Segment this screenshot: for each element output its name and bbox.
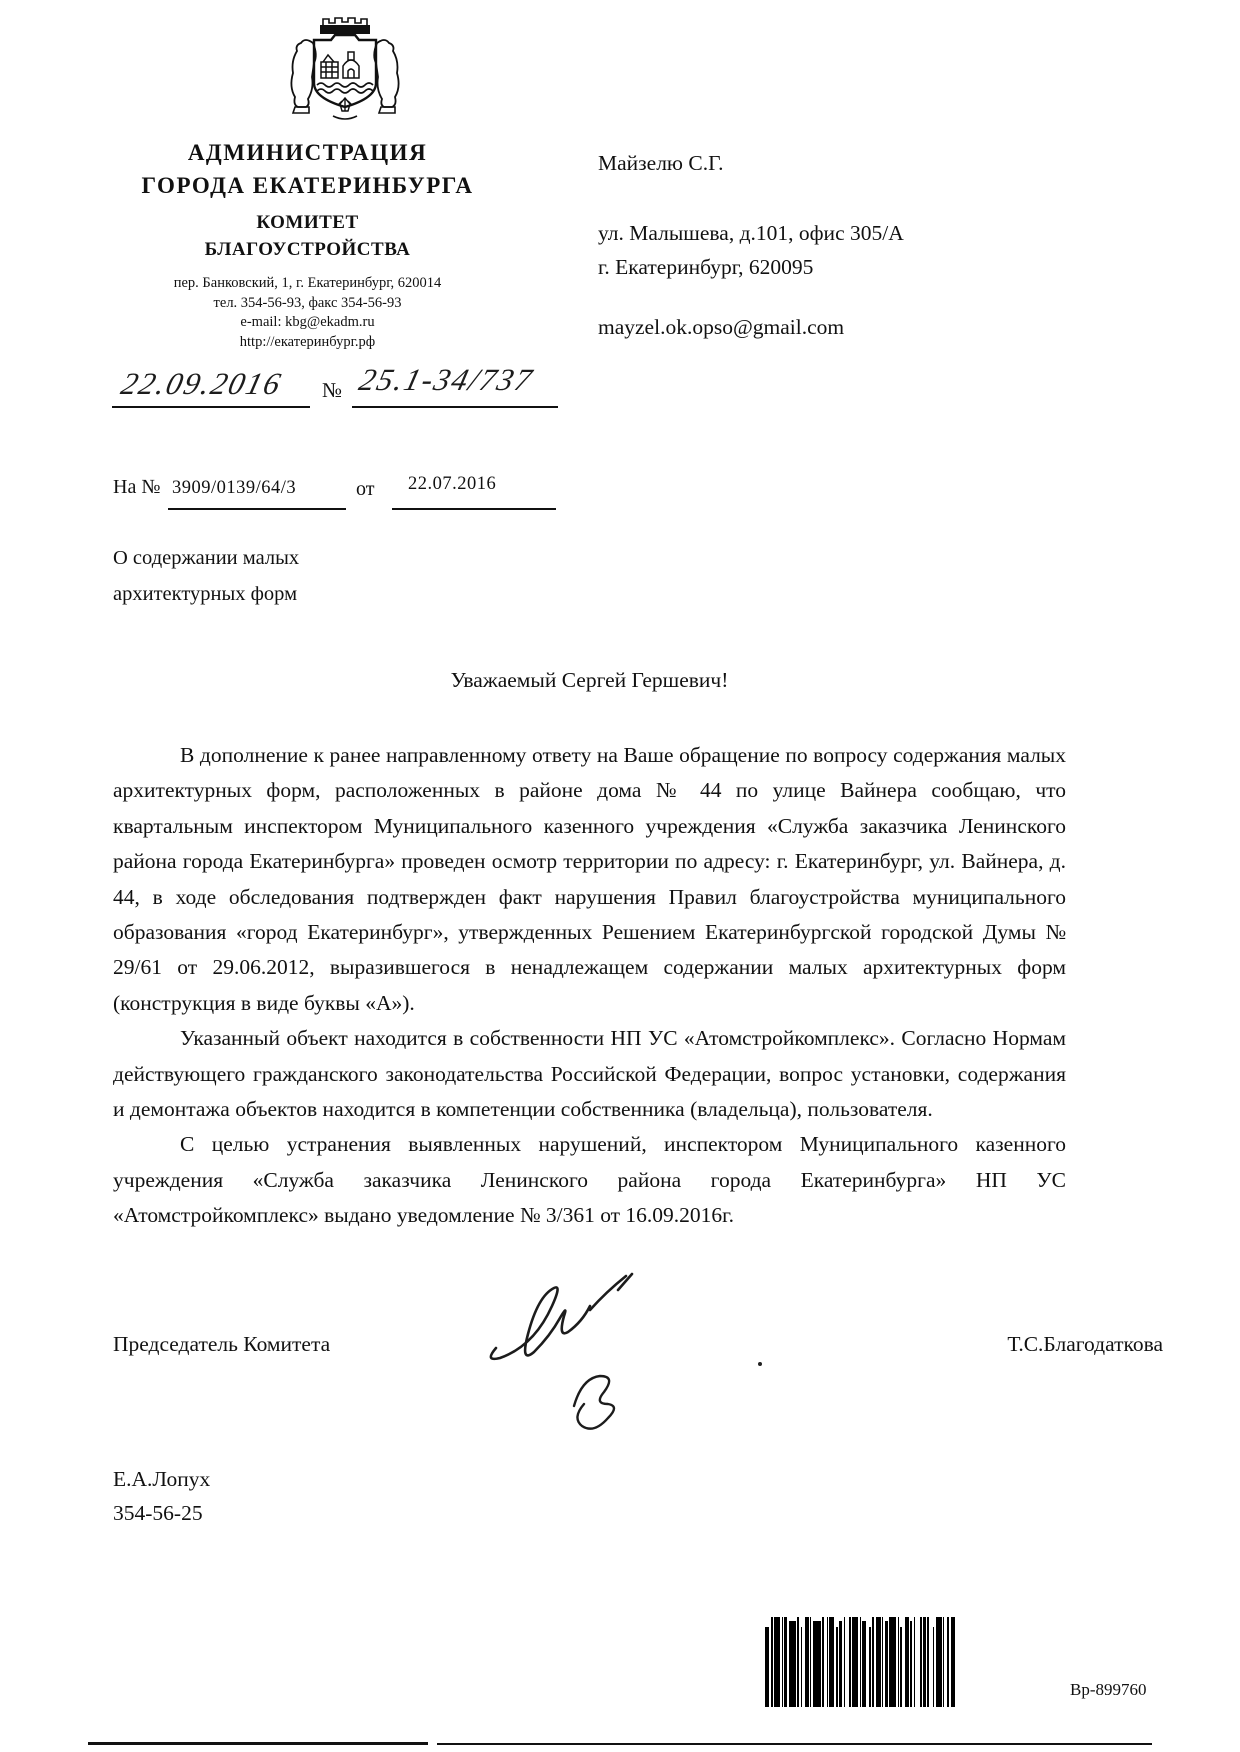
org-name-line2: ГОРОДА ЕКАТЕРИНБУРГА xyxy=(141,173,474,198)
letterhead-email: e-mail: kbg@ekadm.ru xyxy=(240,314,375,330)
scan-artifact-dot xyxy=(758,1362,762,1366)
letterhead-website: http://екатеринбург.рф xyxy=(239,333,376,350)
letterhead-org-block xyxy=(85,136,530,263)
letter-body xyxy=(113,738,1066,1234)
signer-title: Председатель Комитета xyxy=(113,1332,331,1356)
recipient-address-line1: ул. Малышева, д.101, офис 305/А xyxy=(598,221,904,245)
body-paragraph-3: С целью устранения выявленных нарушений, инспектором Муниципального казенного учреждения «Служба заказчика Ленинского района города Екатеринбурга» НП УС «Атомстройкомплекс» выдано уведомление № 3/361 от 16.09.2016г. xyxy=(113,1132,1066,1228)
bottom-scan-line-right xyxy=(437,1743,1152,1745)
registration-barcode xyxy=(765,1617,1061,1707)
subject-block xyxy=(113,540,299,612)
recipient-address-line2: г. Екатеринбург, 620095 xyxy=(598,255,814,279)
reply-number: 3909/0139/64/3 xyxy=(172,478,297,498)
letterhead-address: пер. Банковский, 1, г. Екатеринбург, 620014 xyxy=(173,275,442,291)
org-name-line1: АДМИНИСТРАЦИЯ xyxy=(187,140,428,165)
recipient-address-block xyxy=(598,216,904,284)
handwritten-signature xyxy=(478,1268,688,1443)
reply-date: 22.07.2016 xyxy=(408,474,497,494)
reply-number-rule xyxy=(168,508,346,510)
reply-prefix: На № xyxy=(113,476,161,498)
outgoing-date-rule xyxy=(112,406,310,408)
executor-block xyxy=(113,1462,210,1530)
outgoing-number-rule xyxy=(352,406,558,408)
salutation: Уважаемый Сергей Гершевич! xyxy=(450,668,729,692)
body-paragraph-2: Указанный объект находится в собственности НП УС «Атомстройкомплекс». Согласно Нормам действующего гражданского законодательства Российской Федерации, вопрос установки, содержания и демонтажа объектов находится в компетенции собственника (владельца), пользователя. xyxy=(113,1026,1066,1122)
executor-phone: 354-56-25 xyxy=(113,1501,203,1525)
letterhead-contact-block xyxy=(85,274,530,352)
recipient-name: Майзелю С.Г. xyxy=(598,151,724,175)
recipient-email: mayzel.ok.opso@gmail.com xyxy=(598,315,845,339)
dept-name-line1: КОМИТЕТ xyxy=(256,212,359,233)
bottom-scan-line-left xyxy=(88,1742,428,1745)
number-sign: № xyxy=(322,378,343,402)
outgoing-date-handwritten: 22.09.2016 xyxy=(117,366,286,401)
reply-date-rule xyxy=(392,508,556,510)
yekaterinburg-coat-of-arms xyxy=(283,10,407,126)
reply-ot-label: от xyxy=(356,478,375,500)
subject-line1: О содержании малых xyxy=(113,547,300,569)
body-paragraph-1: В дополнение к ранее направленному ответу на Ваше обращение по вопросу содержания малых архитектурных форм, расположенных в районе дома № 44 по улице Вайнера сообщаю, что квартальным инспектором Муниципального казенного учреждения «Служба заказчика Ленинского района города Екатеринбурга» проведен осмотр территории по адресу: г. Екатеринбург, ул. Вайнера, д. 44, в ходе обследования подтвержден факт нарушения Правил благоустройства муниципального образования «город Екатеринбург», утвержденных Решением Екатеринбургской городской Думы № 29/61 от 29.06.2012, выразившегося в ненадлежащем содержании малых архитектурных форм (конструкция в виде буквы «А»). xyxy=(113,743,1066,1015)
barcode-label: Вр-899760 xyxy=(1070,1680,1147,1699)
subject-line2: архитектурных форм xyxy=(113,583,298,605)
dept-name-line2: БЛАГОУСТРОЙСТВА xyxy=(204,239,411,260)
signer-name: Т.С.Благодаткова xyxy=(1007,1332,1163,1356)
outgoing-number-handwritten: 25.1-34/737 xyxy=(355,362,538,397)
coat-of-arms-icon xyxy=(283,10,407,126)
executor-name: Е.А.Лопух xyxy=(113,1467,211,1491)
letterhead-phone: тел. 354-56-93, факс 354-56-93 xyxy=(213,294,402,311)
